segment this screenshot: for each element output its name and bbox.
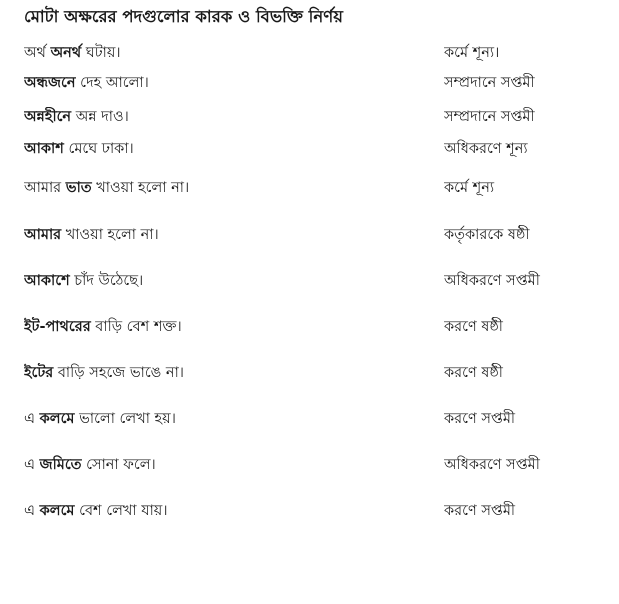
answer: সম্প্রদানে সপ্তমী [444, 75, 535, 91]
sentence-pre: এ [24, 457, 40, 473]
sentence-bold: অন্নহীনে [24, 109, 72, 125]
answer: সম্প্রদানে সপ্তমী [444, 109, 535, 125]
sentence-pre: এ [24, 503, 40, 519]
exercise-row-11 [24, 442, 601, 488]
answer: কর্তৃকারকে ষষ্ঠী [444, 227, 530, 243]
sentence-rest: ভালো লেখা হয়। [74, 411, 176, 427]
exercise-row-1 [24, 40, 601, 66]
sentence-rest: সোনা ফলে। [81, 457, 156, 473]
sentence-bold: অন্ধজনে [24, 75, 76, 91]
answer: করণে ষষ্ঠী [444, 319, 503, 335]
answer: অধিকরণে সপ্তমী [444, 273, 540, 289]
sentence-bold: জমিতে [39, 457, 82, 473]
exercise-row-2 [24, 66, 601, 100]
sentence-rest: বাড়ি সহজে ভাঙে না। [53, 365, 184, 381]
answer: কর্মে শূন্য [444, 180, 495, 196]
sentence-bold: কলমে [39, 411, 75, 427]
sentence-bold-1: অর্থ [24, 45, 46, 61]
exercise-row-9 [24, 350, 601, 396]
sentence-bold: আমার [24, 227, 62, 243]
sentence [24, 178, 444, 198]
exercise-row-7 [24, 258, 601, 304]
sentence-rest: ঘটায়। [81, 45, 121, 61]
answer: করণে সপ্তমী [444, 411, 516, 427]
sentence-bold: কলমে [39, 503, 75, 519]
sentence [24, 225, 444, 245]
answer: অধিকরণে শূন্য [444, 141, 528, 157]
exercise-row-5 [24, 164, 601, 212]
answer: করণে ষষ্ঠী [444, 365, 503, 381]
answer: কর্মে শূন্য। [444, 45, 500, 61]
answer: করণে সপ্তমী [444, 503, 516, 519]
sentence [24, 455, 444, 475]
sentence-rest: অন্ন দাও। [71, 109, 129, 125]
sentence [24, 107, 444, 127]
answer: অধিকরণে সপ্তমী [444, 457, 540, 473]
exercise-row-10 [24, 396, 601, 442]
sentence-rest: খাওয়া হলো না। [91, 180, 190, 196]
sentence [24, 139, 444, 159]
sentence-bold: ইট-পাথরের [24, 319, 91, 335]
sentence-bold: আকাশ [24, 141, 64, 157]
exercise-row-4 [24, 134, 601, 164]
sentence-pre: এ [24, 411, 40, 427]
sentence [24, 43, 444, 63]
exercise-row-6 [24, 212, 601, 258]
sentence-rest: বাড়ি বেশ শক্ত। [90, 319, 182, 335]
exercise-row-12 [24, 488, 601, 534]
sentence-bold: আকাশে [24, 273, 70, 289]
sentence-rest: বেশ লেখা যায়। [74, 503, 168, 519]
sentence-pre: আমার [24, 180, 66, 196]
sentence-bold: ভাত [65, 180, 92, 196]
sentence [24, 317, 444, 337]
sentence [24, 501, 444, 521]
exercise-row-3 [24, 100, 601, 134]
sentence-bold: ইটের [24, 365, 54, 381]
sentence-rest: মেঘে ঢাকা। [63, 141, 134, 157]
exercise-row-8 [24, 304, 601, 350]
sentence-rest: দেহ আলো। [75, 75, 149, 91]
sentence [24, 271, 444, 291]
sentence [24, 363, 444, 383]
sentence-rest: চাঁদ উঠেছে। [69, 273, 144, 289]
page-title: মোটা অক্ষরের পদগুলোর কারক ও বিভক্তি নির্ণয় [24, 7, 343, 26]
sentence-bold-2: অনর্থ [50, 45, 82, 61]
exercise-list [24, 40, 601, 534]
sentence-rest: খাওয়া হলো না। [61, 227, 159, 243]
sentence [24, 409, 444, 429]
sentence [24, 73, 444, 93]
